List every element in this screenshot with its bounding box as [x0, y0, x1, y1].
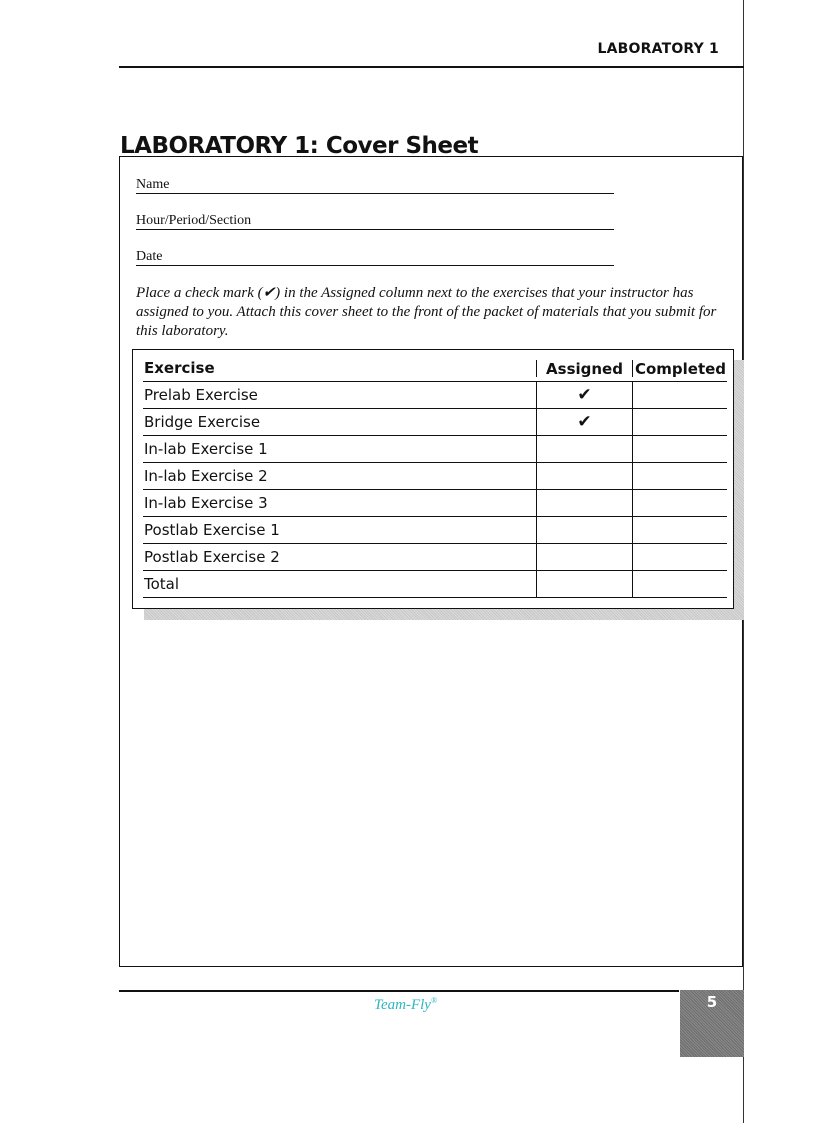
page-number-box [680, 990, 744, 1057]
exercise-cell: Prelab Exercise [144, 386, 258, 404]
header-assigned: Assigned [536, 360, 632, 377]
brand-name: Team-Fly [374, 997, 431, 1013]
date-label: Date [136, 249, 163, 264]
table-row [143, 544, 727, 571]
assigned-cell[interactable] [536, 436, 632, 462]
table-header-row [143, 354, 727, 382]
registered-mark: ® [430, 996, 438, 1005]
header-exercise: Exercise [144, 358, 215, 377]
footer-rule [119, 990, 679, 992]
exercise-cell: Total [144, 575, 180, 593]
running-head: LABORATORY 1 [597, 41, 719, 57]
assigned-cell[interactable]: ✔ [536, 409, 632, 435]
instructions-text: Place a check mark (✔) in the Assigned column next to the exercises that your instructor has assigned to you. Attach this cover sheet to the front of the packet of materials that you submit for this laboratory. [136, 285, 717, 339]
assigned-cell[interactable]: ✔ [536, 382, 632, 408]
assigned-cell[interactable] [536, 490, 632, 516]
assigned-cell[interactable] [536, 571, 632, 597]
completed-cell[interactable] [632, 490, 728, 516]
page-title: LABORATORY 1: Cover Sheet [120, 133, 479, 159]
table-row [143, 463, 727, 490]
table-row [143, 490, 727, 517]
hour-period-section-field[interactable] [136, 211, 614, 230]
assigned-cell[interactable] [536, 517, 632, 543]
header-completed: Completed [632, 360, 728, 377]
completed-cell[interactable] [632, 544, 728, 570]
exercise-cell: In-lab Exercise 1 [144, 440, 268, 458]
hour-period-section-label: Hour/Period/Section [136, 213, 252, 228]
completed-cell[interactable] [632, 382, 728, 408]
assigned-cell[interactable] [536, 544, 632, 570]
header-rule [119, 66, 744, 68]
exercise-cell: Postlab Exercise 2 [144, 548, 280, 566]
table-row [143, 571, 727, 598]
table-row [143, 382, 727, 409]
completed-cell[interactable] [632, 571, 728, 597]
table-row [143, 409, 727, 436]
name-field[interactable] [136, 175, 614, 194]
completed-cell[interactable] [632, 463, 728, 489]
table-row [143, 436, 727, 463]
exercise-cell: In-lab Exercise 2 [144, 467, 268, 485]
completed-cell[interactable] [632, 436, 728, 462]
table-row [143, 517, 727, 544]
assigned-cell[interactable] [536, 463, 632, 489]
exercise-cell: In-lab Exercise 3 [144, 494, 268, 512]
completed-cell[interactable] [632, 517, 728, 543]
page-number: 5 [706, 993, 718, 1011]
exercise-table [132, 349, 734, 609]
exercise-cell: Postlab Exercise 1 [144, 521, 280, 539]
completed-cell[interactable] [632, 409, 728, 435]
date-field[interactable] [136, 247, 614, 266]
name-label: Name [136, 177, 170, 192]
brand-footer [374, 996, 437, 1014]
exercise-cell: Bridge Exercise [144, 413, 261, 431]
